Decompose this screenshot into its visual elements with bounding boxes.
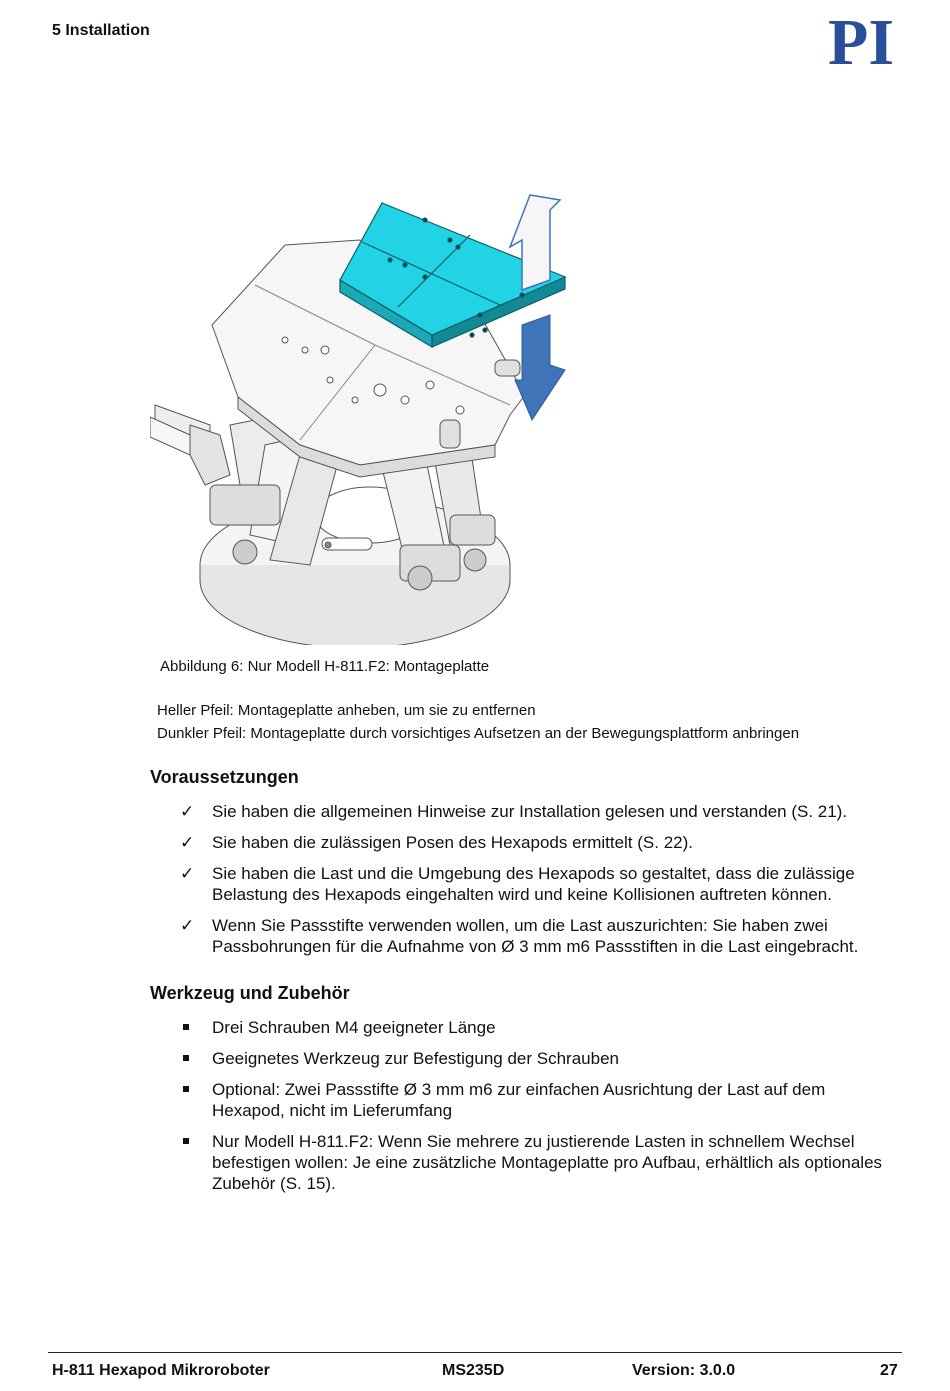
hexapod-figure — [150, 185, 580, 645]
page-number: 27 — [880, 1362, 898, 1379]
check-icon: ✓ — [180, 864, 195, 883]
footer-doc-id: MS235D — [442, 1362, 505, 1379]
check-icon: ✓ — [180, 916, 195, 935]
list-item-text: Optional: Zwei Passstifte Ø 3 mm m6 zur einfachen Ausrichtung der Last auf dem Hexapod, nicht im Lieferumfang — [212, 1080, 826, 1120]
list-item-text: Nur Modell H-811.F2: Wenn Sie mehrere zu justierende Lasten in schnellem Wechsel befestigen wollen: Je eine zusätzliche Montageplatte pro Aufbau, erhältlich als optionales Zubehör (S. 15). — [212, 1132, 883, 1193]
list-item-text: Geeignetes Werkzeug zur Befestigung der Schrauben — [212, 1049, 619, 1068]
list-item — [180, 1017, 900, 1038]
footer-divider — [48, 1352, 902, 1353]
square-bullet-icon — [183, 1024, 189, 1030]
section-header: 5 Installation — [52, 22, 150, 39]
prerequisites-heading: Voraussetzungen — [150, 767, 299, 787]
cable — [150, 405, 230, 485]
figure-note-dark-arrow: Dunkler Pfeil: Montageplatte durch vorsichtiges Aufsetzen an der Bewegungsplattform anbringen — [157, 725, 800, 742]
list-item-text: Sie haben die zulässigen Posen des Hexapods ermittelt (S. 22). — [212, 833, 693, 852]
figure-caption: Abbildung 6: Nur Modell H-811.F2: Montageplatte — [160, 658, 490, 675]
square-bullet-icon — [183, 1055, 189, 1061]
list-item — [180, 1079, 900, 1121]
square-bullet-icon — [183, 1138, 189, 1144]
list-item — [180, 1048, 900, 1069]
list-item — [180, 863, 900, 905]
list-item-text: Drei Schrauben M4 geeigneter Länge — [212, 1018, 496, 1037]
tools-list — [180, 1017, 900, 1204]
pi-logo — [806, 12, 916, 70]
list-item — [180, 832, 900, 853]
list-item-text: Sie haben die allgemeinen Hinweise zur Installation gelesen und verstanden (S. 21). — [212, 802, 848, 821]
footer-title: H-811 Hexapod Mikroroboter — [52, 1362, 270, 1379]
list-item-text: Wenn Sie Passstifte verwenden wollen, um die Last auszurichten: Sie haben zwei Passbohrungen für die Aufnahme von Ø 3 mm m6 Passstiften in die Last eingebracht. — [212, 916, 859, 956]
list-item — [180, 915, 900, 957]
tools-heading: Werkzeug und Zubehör — [150, 983, 350, 1003]
list-item — [180, 1131, 900, 1194]
list-item — [180, 801, 900, 822]
prerequisites-list — [180, 801, 900, 967]
dark-arrow-down — [515, 315, 565, 420]
square-bullet-icon — [183, 1086, 189, 1092]
list-item-text: Sie haben die Last und die Umgebung des Hexapods so gestaltet, dass die zulässige Belastung des Hexapods eingehalten wird und keine Kollisionen auftreten können. — [212, 864, 855, 904]
footer-version: Version: 3.0.0 — [632, 1362, 736, 1379]
figure-note-light-arrow: Heller Pfeil: Montageplatte anheben, um sie zu entfernen — [157, 702, 536, 719]
check-icon: ✓ — [180, 833, 195, 852]
check-icon: ✓ — [180, 802, 195, 821]
logo-text: PI — [828, 12, 894, 70]
